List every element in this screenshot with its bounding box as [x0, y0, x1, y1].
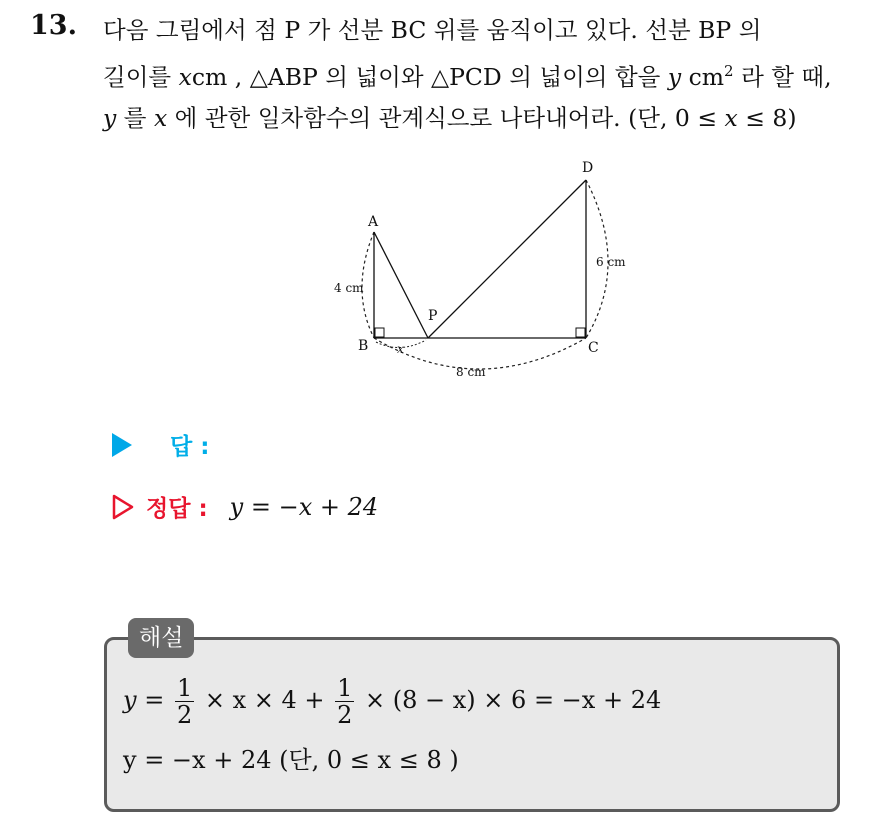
play-filled-icon	[112, 433, 132, 457]
label-dc-length: 6 cm	[596, 255, 626, 269]
play-outline-icon	[112, 494, 134, 520]
question-line-1: 다음 그림에서 점 P 가 선분 BC 위를 움직이고 있다. 선분 BP 의	[103, 16, 762, 44]
arc-left	[362, 232, 374, 338]
segment-ap	[374, 232, 428, 338]
label-bp-length: x	[397, 342, 404, 356]
segment-pd	[428, 180, 586, 338]
label-b: B	[358, 338, 369, 354]
correct-answer-value: y = −x + 24	[229, 492, 379, 521]
solution-line-2: y = −x + 24 (단, 0 ≤ x ≤ 8 )	[123, 746, 459, 774]
right-angle-b	[375, 328, 384, 337]
question-line-3: y 를 x 에 관한 일차함수의 관계식으로 나타내어라. (단, 0 ≤ x ≤ 8)	[103, 103, 797, 132]
answer-label: 답 :	[170, 434, 210, 460]
label-bc-length: 8 cm	[456, 365, 486, 379]
solution-tab: 해설	[128, 618, 194, 658]
geometry-figure	[320, 150, 640, 390]
label-d: D	[582, 160, 594, 176]
correct-answer-row	[112, 490, 378, 523]
label-a: A	[368, 214, 379, 230]
solution-line-1: y = $\frac{1}{2}$ × x × 4 + $\frac{1}{2}$ × (8 − x) × 6 = −x + 24	[123, 674, 662, 729]
question-text	[103, 10, 873, 139]
right-angle-c	[576, 328, 585, 337]
correct-answer-label: 정답 :	[146, 496, 208, 522]
question-number: 13.	[30, 10, 77, 41]
fraction-half: $\frac{1}{2}$	[176, 674, 193, 729]
label-p: P	[428, 308, 438, 324]
question-line-2: 길이를 xcm , △ABP 의 넓이와 △PCD 의 넓이의 합을 y $cm^2$ 라 할 때,	[103, 62, 832, 91]
answer-row	[112, 428, 209, 461]
label-ab-length: 4 cm	[334, 281, 364, 295]
label-c: C	[588, 340, 599, 356]
fraction-half: $\frac{1}{2}$	[337, 674, 353, 729]
